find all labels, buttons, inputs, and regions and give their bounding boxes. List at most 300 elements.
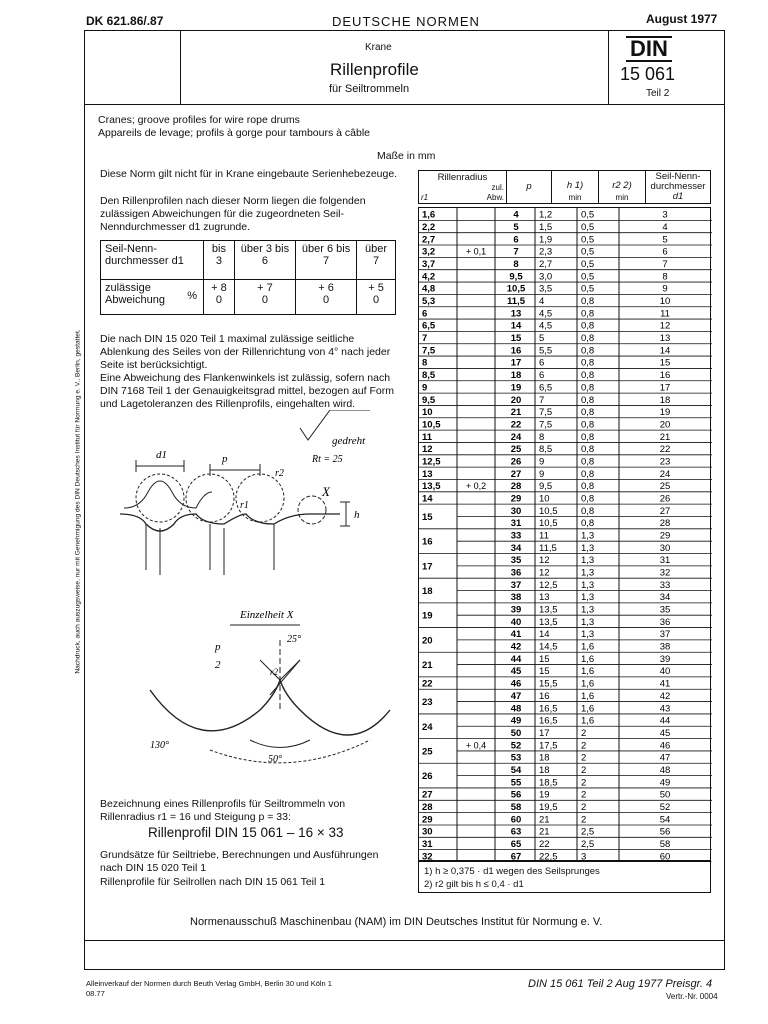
table-cell: 30 xyxy=(659,542,671,554)
table-cell: 34 xyxy=(659,592,671,604)
table-cell: 24 xyxy=(510,431,522,443)
deviation-minus: 0 xyxy=(323,294,330,306)
table-cell: 6,5 xyxy=(539,382,553,394)
table-cell: 28 xyxy=(510,481,522,493)
table-cell: 4,2 xyxy=(422,271,436,283)
table-cell: 0,8 xyxy=(581,505,595,517)
table-cell: 11 xyxy=(422,431,433,443)
table-cell: 22,5 xyxy=(539,851,558,862)
din-number: 15 061 xyxy=(620,64,676,84)
detail-r2-label: r2 xyxy=(270,667,279,677)
table-cell: 14 xyxy=(510,320,522,332)
table-cell: 1,6 xyxy=(581,641,595,653)
table-cell: 38 xyxy=(510,592,522,604)
table-cell: 21 xyxy=(659,431,671,443)
table-cell: 55 xyxy=(510,777,522,789)
footer-reference: DIN 15 061 Teil 2 Aug 1977 Preisgr. 4 xyxy=(528,978,713,990)
table-cell: 1,6 xyxy=(422,209,436,221)
table-cell: 0,8 xyxy=(581,407,595,419)
table-cell: 0,5 xyxy=(581,246,595,258)
table-cell: 2 xyxy=(581,752,587,764)
table-cell: 47 xyxy=(510,690,522,702)
table-cell: 15 xyxy=(659,357,671,369)
table-cell: 30 xyxy=(422,826,433,838)
table-cell: 15 xyxy=(510,333,522,345)
table-cell: 37 xyxy=(510,579,522,591)
table-cell: 25 xyxy=(422,746,433,758)
table-cell: 4,8 xyxy=(422,283,436,295)
table-cell: 0,8 xyxy=(581,320,595,332)
table-cell: 9 xyxy=(422,382,428,394)
table-cell: 31 xyxy=(510,518,522,530)
table-cell: 12 xyxy=(422,444,433,456)
copyright-side-note: Nachdruck, auch auszugsweise, nur mit Genehmigung des DIN Deutsches Institut für Normung e. V., Berlin, gestattet. xyxy=(74,329,82,674)
deviation-plus: + 8 xyxy=(211,282,227,294)
table-cell: 20 xyxy=(659,419,671,431)
table-cell: 36 xyxy=(659,616,671,628)
dk-number: DK 621.86/.87 xyxy=(86,14,164,28)
tolerance-label: + 0,2 xyxy=(465,481,487,492)
table-cell: 32 xyxy=(659,567,671,579)
series-title: DEUTSCHE NORMEN xyxy=(332,14,480,29)
deviation-plus: + 5 xyxy=(368,282,384,294)
table-cell: 21 xyxy=(422,660,433,672)
table-cell: 18 xyxy=(422,586,433,598)
table-cell: 2,5 xyxy=(581,838,595,850)
table-cell: 40 xyxy=(510,616,522,628)
deviation-col: über 3 bis 6 xyxy=(234,241,295,280)
table-cell: 20 xyxy=(422,635,433,647)
table-cell: 5 xyxy=(662,234,668,246)
table-cell: 16 xyxy=(659,370,671,382)
table-cell: 21 xyxy=(539,814,550,826)
table-cell: 16 xyxy=(510,345,522,357)
vertr-number: Vertr.-Nr. 0004 xyxy=(666,992,718,1001)
table-cell: 24 xyxy=(659,468,671,480)
header-divider-left xyxy=(180,30,181,104)
table-cell: 0,8 xyxy=(581,481,595,493)
table-cell: 1,3 xyxy=(581,530,595,542)
table-cell: 42 xyxy=(510,641,522,653)
table-cell: 0,8 xyxy=(581,444,595,456)
deviation-minus: 0 xyxy=(261,294,268,306)
table-cell: 6,5 xyxy=(422,320,436,332)
table-cell: 37 xyxy=(659,629,671,641)
table-cell: 2,3 xyxy=(539,246,553,258)
table-cell: 7 xyxy=(422,333,428,345)
table-cell: 1,2 xyxy=(539,209,553,221)
table-cell: 10,5 xyxy=(506,283,526,295)
scope-deviation-text: Den Rillenprofilen nach dieser Norm liegen die folgenden zulässigen Abweichungen für die zugeordneten Seil-Nenndurchmesser d1 zugrunde. xyxy=(100,195,366,233)
table-cell: 8 xyxy=(662,271,668,283)
table-cell: 1,6 xyxy=(581,666,595,678)
th-r2-min: min xyxy=(615,192,629,202)
table-cell: 2,7 xyxy=(422,234,436,246)
table-cell: 36 xyxy=(510,567,522,579)
table-cell: 42 xyxy=(659,690,671,702)
table-cell: 28 xyxy=(422,801,433,813)
table-cell: 9 xyxy=(539,456,545,468)
table-cell: 47 xyxy=(659,752,671,764)
table-cell: 7,5 xyxy=(539,419,553,431)
table-cell: 5 xyxy=(513,222,519,234)
table-cell: 14 xyxy=(422,493,433,505)
th-abw: Abw. xyxy=(486,193,504,202)
table-cell: 2 xyxy=(581,814,587,826)
table-cell: 11,5 xyxy=(539,542,557,554)
table-cell: 56 xyxy=(510,789,522,801)
table-cell: 6 xyxy=(513,234,519,246)
table-cell: 2 xyxy=(581,740,587,752)
table-cell: 10 xyxy=(659,296,671,308)
table-cell: 48 xyxy=(510,703,522,715)
table-cell: 15 xyxy=(539,666,550,678)
table-cell: 8 xyxy=(422,357,428,369)
table-cell: 3,0 xyxy=(539,271,553,283)
table-cell: 27 xyxy=(510,468,522,480)
table-cell: 10,5 xyxy=(539,518,558,530)
table-cell: 19 xyxy=(539,789,550,801)
table-cell: 43 xyxy=(659,703,671,715)
table-cell: 15 xyxy=(422,511,433,523)
table-cell: 0,5 xyxy=(581,222,595,234)
th-h-min: min xyxy=(568,192,582,202)
deviation-unit: % xyxy=(187,290,197,302)
deviation-col: über 7 xyxy=(357,241,396,280)
table-cell: 2 xyxy=(581,777,587,789)
table-cell: 11 xyxy=(539,530,549,542)
table-cell: 14 xyxy=(539,629,550,641)
table-cell: 65 xyxy=(510,838,522,850)
table-cell: 49 xyxy=(659,777,671,789)
flank-angle-note: Eine Abweichung des Flankenwinkels ist zulässig, sofern nach DIN 7168 Teil 1 der Genauigkeitsgrad mittel, bezogen auf Form und Lagetoleranzen des Rillenprofils, eingehalten wird. xyxy=(100,372,394,410)
table-cell: 0,8 xyxy=(581,431,595,443)
table-cell: 17 xyxy=(659,382,671,394)
p-label: p xyxy=(222,453,228,465)
table-cell: 9,5 xyxy=(539,481,553,493)
th-r2: r2 2) xyxy=(612,180,632,192)
table-cell: 18 xyxy=(510,370,522,382)
table-cell: 11,5 xyxy=(507,296,525,308)
table-cell: 26 xyxy=(659,493,671,505)
table-cell: 16,5 xyxy=(539,715,558,727)
table-cell: 60 xyxy=(659,851,671,862)
table-cell: 35 xyxy=(659,604,671,616)
table-cell: 9 xyxy=(662,283,668,295)
table-cell: 19 xyxy=(422,610,433,622)
table-cell: 12 xyxy=(539,567,550,579)
table-cell: 10,5 xyxy=(539,505,558,517)
x-label: X xyxy=(322,484,330,499)
table-cell: 48 xyxy=(659,764,671,776)
table-cell: 41 xyxy=(510,629,522,641)
table-cell: 13 xyxy=(422,468,433,480)
table-cell: 13,5 xyxy=(422,481,441,493)
table-cell: 0,5 xyxy=(581,259,595,271)
table-cell: 13,5 xyxy=(539,604,558,616)
deflection-note: Die nach DIN 15 020 Teil 1 maximal zulässige seitliche Ablenkung des Seiles von der Rillenrichtung von 4° nach jeder Seite ist berücksichtigt. xyxy=(100,333,391,371)
table-cell: 58 xyxy=(510,801,522,813)
title-english: Cranes; groove profiles for wire rope drums xyxy=(98,114,300,126)
table-cell: 33 xyxy=(510,530,522,542)
th-h: h 1) xyxy=(566,180,584,192)
table-cell: 7,5 xyxy=(422,345,436,357)
table-cell: 17 xyxy=(539,727,550,739)
category: Krane xyxy=(365,42,392,53)
table-cell: 14 xyxy=(659,345,671,357)
header-divider-right xyxy=(608,30,609,104)
table-cell: 0,8 xyxy=(581,333,595,345)
angle-25-label: 25° xyxy=(287,634,301,645)
table-cell: 56 xyxy=(659,826,671,838)
deviation-minus: 0 xyxy=(373,294,380,306)
table-cell: 46 xyxy=(659,740,671,752)
table-cell: 4 xyxy=(513,209,519,221)
table-cell: 22 xyxy=(539,838,550,850)
designation-code: Rillenprofil DIN 15 061 – 16 × 33 xyxy=(148,825,344,840)
table-cell: 44 xyxy=(659,715,671,727)
table-cell: 20 xyxy=(510,394,522,406)
scope-text: Diese Norm gilt nicht für in Krane eingebaute Serienhebezeuge. xyxy=(100,168,398,180)
table-cell: 34 xyxy=(510,542,522,554)
designation-text: Bezeichnung eines Rillenprofils für Seiltrommeln von Rillenradius r1 = 16 und Steigung p = 33: xyxy=(100,798,346,823)
table-cell: 12,5 xyxy=(539,579,558,591)
table-cell: 41 xyxy=(659,678,671,690)
table-cell: 1,3 xyxy=(581,579,595,591)
table-cell: 1,3 xyxy=(581,567,595,579)
footer-line xyxy=(84,940,725,941)
table-cell: 58 xyxy=(659,838,671,850)
h-label: h xyxy=(354,509,360,521)
angle-50-label: 50° xyxy=(268,754,282,765)
table-cell: 6 xyxy=(662,246,668,258)
table-cell: 15 xyxy=(539,653,550,665)
deviation-col: bis 3 xyxy=(204,241,235,280)
table-cell: 22 xyxy=(422,678,433,690)
table-cell: 35 xyxy=(510,555,522,567)
table-cell: 21 xyxy=(510,407,522,419)
table-cell: 0,8 xyxy=(581,419,595,431)
table-cell: 8 xyxy=(539,431,545,443)
table-cell: 0,8 xyxy=(581,394,595,406)
deviation-table xyxy=(100,240,396,315)
din-part: Teil 2 xyxy=(646,88,670,99)
table-cell: 29 xyxy=(510,493,522,505)
table-cell: 12 xyxy=(659,320,671,332)
table-cell: 10 xyxy=(539,493,550,505)
roughness-label: Rt = 25 xyxy=(312,454,343,465)
table-cell: 39 xyxy=(659,653,671,665)
seller-note: Alleinverkauf der Normen durch Beuth Verlag GmbH, Berlin 30 und Köln 1 xyxy=(86,979,332,988)
table-cell: 25 xyxy=(659,481,671,493)
table-cell: 12 xyxy=(539,555,550,567)
groove-profile-drawing xyxy=(100,410,400,790)
th-p: p xyxy=(507,171,552,204)
page-title: Rillenprofile xyxy=(330,60,419,79)
table-cell: 17 xyxy=(422,561,433,573)
table-cell: 27 xyxy=(659,505,671,517)
table-cell: 46 xyxy=(510,678,522,690)
table-cell: 26 xyxy=(510,456,522,468)
table-cell: 45 xyxy=(659,727,671,739)
table-cell: 40 xyxy=(659,666,671,678)
units-note: Maße in mm xyxy=(377,150,436,162)
deviation-head-label: Seil-Nenn-durchmesser d1 xyxy=(101,241,204,280)
table-cell: 52 xyxy=(659,801,671,813)
table-cell: 0,8 xyxy=(581,296,595,308)
table-cell: 4 xyxy=(662,222,668,234)
table-cell: 27 xyxy=(422,789,433,801)
table-cell: 39 xyxy=(510,604,522,616)
table-cell: 1,3 xyxy=(581,542,595,554)
table-cell: 1,3 xyxy=(581,555,595,567)
reference-din-15061-teil1: Rillenprofile für Seilrollen nach DIN 15 061 Teil 1 xyxy=(100,876,326,888)
table-cell: 1,6 xyxy=(581,703,595,715)
table-cell: 16,5 xyxy=(539,703,558,715)
table-cell: 31 xyxy=(422,838,433,850)
deviation-plus: + 7 xyxy=(257,282,273,294)
table-cell: 6 xyxy=(539,357,545,369)
table-cell: 19 xyxy=(510,382,522,394)
table-cell: 15,5 xyxy=(539,678,558,690)
table-cell: 7 xyxy=(662,259,668,271)
tolerance-label: + 0,1 xyxy=(465,246,487,257)
table-cell: 16 xyxy=(539,690,550,702)
table-cell: 1,6 xyxy=(581,690,595,702)
table-cell: 5 xyxy=(539,333,545,345)
table-cell: 49 xyxy=(510,715,522,727)
table-cell: 8,5 xyxy=(422,370,436,382)
committee: Normenausschuß Maschinenbau (NAM) im DIN Deutsches Institut für Normung e. V. xyxy=(190,916,603,928)
table-cell: 4 xyxy=(539,296,545,308)
table-cell: 3,2 xyxy=(422,246,436,258)
table-cell: 22 xyxy=(659,444,671,456)
detail-label: Einzelheit X xyxy=(240,609,294,621)
table-cell: 19 xyxy=(659,407,671,419)
title-french: Appareils de levage; profils à gorge pour tambours à câble xyxy=(98,127,370,139)
groove-table-body xyxy=(418,207,711,861)
r2-label: r2 xyxy=(275,468,284,479)
table-cell: 10,5 xyxy=(422,419,441,431)
table-cell: 6 xyxy=(539,370,545,382)
table-cell: 4,5 xyxy=(539,320,553,332)
table-cell: 1,3 xyxy=(581,592,595,604)
table-cell: 0,8 xyxy=(581,345,595,357)
table-cell: 2,7 xyxy=(539,259,553,271)
table-cell: 44 xyxy=(510,653,522,665)
table-cell: 1,3 xyxy=(581,604,595,616)
table-cell: 17,5 xyxy=(539,740,558,752)
table-cell: 30 xyxy=(510,505,522,517)
din-logo: DIN xyxy=(626,36,672,62)
table-cell: 1,6 xyxy=(581,715,595,727)
table-cell: 0,8 xyxy=(581,382,595,394)
table-cell: 5,3 xyxy=(422,296,436,308)
table-cell: 19,5 xyxy=(539,801,558,813)
table-cell: 38 xyxy=(659,641,671,653)
table-cell: 50 xyxy=(510,727,522,739)
table-cell: 0,8 xyxy=(581,308,595,320)
th-d1-c: d1 xyxy=(672,191,684,202)
table-cell: 13 xyxy=(659,333,671,345)
table-cell: 2,5 xyxy=(581,826,595,838)
table-cell: 9 xyxy=(539,468,545,480)
table-cell: 29 xyxy=(422,814,433,826)
deviation-col: über 6 bis 7 xyxy=(296,241,357,280)
table-cell: 1,5 xyxy=(539,222,553,234)
th-d1-b: durchmesser xyxy=(650,181,706,192)
table-cell: 18 xyxy=(659,394,671,406)
table-cell: 0,5 xyxy=(581,234,595,246)
table-cell: 63 xyxy=(510,826,522,838)
table-cell: 0,5 xyxy=(581,283,595,295)
table-cell: 9,5 xyxy=(509,271,523,283)
table-cell: 13 xyxy=(539,592,550,604)
header-bottom-line xyxy=(84,104,725,105)
th-r1: r1 xyxy=(421,193,429,202)
th-zul: zul. xyxy=(491,183,504,192)
table-cell: 4,5 xyxy=(539,308,553,320)
table-cell: 0,5 xyxy=(581,271,595,283)
table-cell: 0,8 xyxy=(581,370,595,382)
table-cell: 0,8 xyxy=(581,468,595,480)
p-half-den: 2 xyxy=(215,659,221,671)
table-cell: 3 xyxy=(581,851,587,862)
table-cell: 23 xyxy=(659,456,671,468)
rope-circle-2 xyxy=(186,474,234,522)
table-cell: 25 xyxy=(510,444,522,456)
reference-din-15020: Grundsätze für Seiltriebe, Berechnungen und Ausführungen nach DIN 15 020 Teil 1 xyxy=(100,849,379,874)
table-cell: 54 xyxy=(510,764,522,776)
table-cell: 32 xyxy=(422,851,433,862)
table-cell: 17 xyxy=(510,357,522,369)
table-cell: 31 xyxy=(659,555,671,567)
table-cell: 8,5 xyxy=(539,444,553,456)
groove-table-header xyxy=(418,170,711,204)
table-cell: 0,8 xyxy=(581,357,595,369)
table-cell: 10 xyxy=(422,407,433,419)
table-cell: 11 xyxy=(660,308,670,320)
table-cell: 45 xyxy=(510,666,522,678)
table-cell: 28 xyxy=(659,518,671,530)
table-cell: 1,9 xyxy=(539,234,553,246)
table-cell: 23 xyxy=(422,697,433,709)
table-cell: 2 xyxy=(581,801,587,813)
table-cell: 3 xyxy=(662,209,668,221)
table-cell: 21 xyxy=(539,826,550,838)
table-cell: 16 xyxy=(422,536,433,548)
table-cell: 0,8 xyxy=(581,518,595,530)
table-cell: 67 xyxy=(510,851,522,862)
table-cell: 7,5 xyxy=(539,407,553,419)
table-cell: 3,7 xyxy=(422,259,436,271)
table-cell: 22 xyxy=(510,419,522,431)
table-cell: 13 xyxy=(510,308,522,320)
table-cell: 7 xyxy=(513,246,519,258)
table-cell: 26 xyxy=(422,771,433,783)
angle-130-label: 130° xyxy=(150,740,169,751)
table-cell: 1,6 xyxy=(581,678,595,690)
deviation-row-label: zulässige Abweichung xyxy=(105,282,165,306)
table-cell: 14,5 xyxy=(539,641,558,653)
table-cell: 9,5 xyxy=(422,394,436,406)
tolerance-label: + 0,4 xyxy=(465,740,487,751)
table-cell: 1,6 xyxy=(581,653,595,665)
th-d1-a: Seil-Nenn- xyxy=(655,171,701,182)
table-cell: 60 xyxy=(510,814,522,826)
table-cell: 8 xyxy=(513,259,519,271)
table-cell: 1,3 xyxy=(581,616,595,628)
